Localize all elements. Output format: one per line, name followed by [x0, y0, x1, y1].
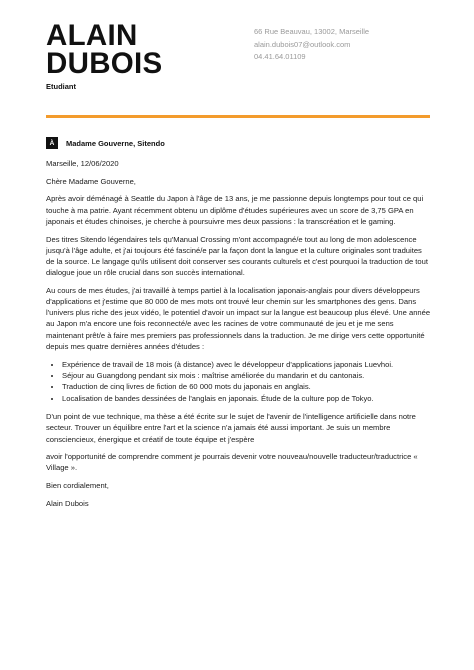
- recipient-line: [46, 137, 165, 149]
- contact-phone[interactable]: 04.41.64.01109: [254, 52, 306, 61]
- list-item: • Traduction de cinq livres de fiction de 60 000 mots du japonais en anglais.: [62, 381, 432, 392]
- experience-list: [46, 359, 432, 405]
- first-name: ALAIN: [46, 19, 138, 52]
- list-item: • Expérience de travail de 18 mois (à distance) avec le développeur d'applications japonais Luevhoi.: [62, 359, 432, 370]
- paragraph-intro: Après avoir déménagé à Seattle du Japon à l'âge de 13 ans, je me passionne depuis longtemps pour tout ce qui touche à ma patrie. Ayant récemment obtenu un diplôme d'études supérieures avec un score de 3,75 GPA en japonais et études chinoises, je cherche à poursuivre mes deux passions : la transcréation et le gaming.: [46, 194, 424, 226]
- paragraph-opportunity: avoir l'opportunité de comprendre comment je pourrais devenir votre nouveau/nouvelle traducteur/traductrice « Village ».: [46, 452, 418, 473]
- recipient-name: Madame Gouverne, Sitendo: [66, 138, 165, 148]
- contact-address: 66 Rue Beauvau, 13002, Marseille: [254, 27, 370, 36]
- contact-block: [254, 26, 369, 64]
- place-date: Marseille, 12/06/2020: [46, 159, 119, 168]
- paragraph-technical: D'un point de vue technique, ma thèse a été écrite sur le sujet de l'avenir de l'intelligence artificielle dans notre secteur. Trouver un équilibre entre l'art et la science n'a jamais été aussi important. Je suis un membre consciencieux, énergique et créatif de toute équipe et j'espère: [46, 412, 416, 444]
- applicant-role: Etudiant: [46, 82, 76, 91]
- list-item: • Localisation de bandes dessinées de l'anglais en japonais. Étude de la culture pop de Tokyo.: [62, 393, 432, 404]
- closing: Bien cordialement,: [46, 481, 109, 491]
- list-item: • Séjour au Guangdong pendant six mois : maîtrise améliorée du mandarin et du cantonais.: [62, 370, 432, 381]
- last-name: DUBOIS: [46, 47, 163, 80]
- signature: Alain Dubois: [46, 498, 89, 508]
- paragraph-motivation: Des titres Sitendo légendaires tels qu'Manual Crossing m'ont accompagné/e tout au long de mon adolescence jusqu'à l'âge adulte, et j'ai toujours été fasciné/e par la façon dont la langue et la culture originales sont traduites de la source. Le langage qu'ils utilisent doit conserver ses courants culturels et c'est pourquoi la traduction de tout dialogue joue un rôle crucial dans son succès international.: [46, 234, 428, 278]
- accent-divider: [46, 115, 430, 118]
- salutation: Chère Madame Gouverne,: [46, 176, 136, 186]
- letter-body: [46, 158, 432, 516]
- applicant-name: [46, 19, 163, 80]
- contact-email[interactable]: alain.dubois07@outlook.com: [254, 39, 351, 49]
- recipient-badge: À: [46, 137, 58, 149]
- paragraph-experience: Au cours de mes études, j'ai travaillé à temps partiel à la localisation japonais-anglais pour divers développeurs d'applications et j'estime que 80 000 de mes mots ont trouvé leur chemin sur les smartphones des gens. Dans l'univers plus riche des jeux vidéo, le potentiel d'avoir un impact sur la langue est beaucoup plus élevé. Une année au Japon m'a encore une fois reconnecté/e avec les racines de votre communauté de jeu et je me sens maintenant prêt/e à faire mes premiers pas professionnels dans la traduction. Je me dirige vers cette opportunité depuis mes quatre dernières années d'études :: [46, 285, 431, 351]
